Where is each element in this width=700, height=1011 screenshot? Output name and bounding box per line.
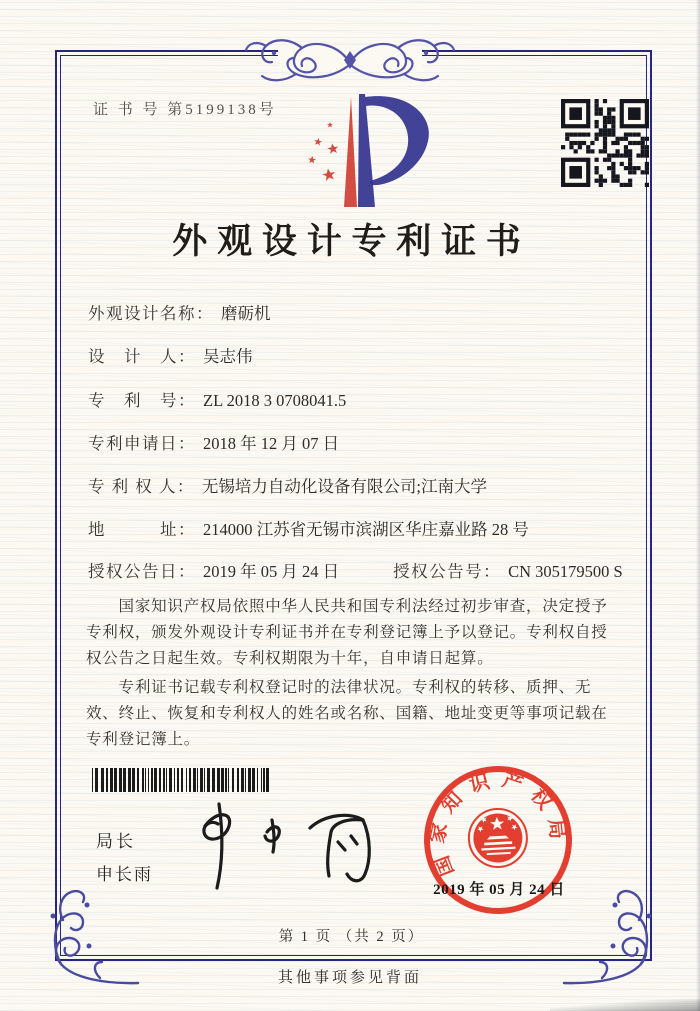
field-value: ZL 2018 3 0708041.5	[203, 391, 347, 410]
field-designer	[88, 343, 253, 367]
cnipa-logo	[282, 89, 440, 209]
back-side-note: 其他事项参见背面	[277, 970, 422, 986]
photo-bottom-edge	[550, 999, 700, 1011]
field-value: 无锡培力自动化设备有限公司;江南大学	[201, 477, 487, 496]
logo-p-bowl	[365, 96, 429, 185]
certificate-body-text	[86, 594, 616, 756]
director-signature	[175, 798, 400, 893]
logo-red-wedge	[344, 97, 357, 207]
field-label: 专 利 权 人：	[88, 477, 195, 496]
grant-no-value: CN 305179500 S	[508, 562, 623, 581]
field-label: 地 址：	[88, 520, 196, 539]
field-value: 磨砺机	[221, 304, 271, 323]
field-address	[88, 516, 529, 540]
page-indicator: 第 1 页 （共 2 页）	[278, 929, 425, 945]
field-grant-row	[88, 558, 623, 582]
field-value: 吴志伟	[203, 347, 253, 366]
grant-date-value: 2019 年 05 月 24 日	[203, 562, 340, 581]
logo-stars	[308, 122, 340, 181]
certificate-title: 外观设计专利证书	[172, 222, 531, 261]
field-label: 专利申请日：	[88, 434, 196, 453]
top-flourish-ornament	[240, 26, 460, 90]
corner-ornament-left	[42, 886, 142, 991]
field-label: 专 利 号：	[88, 391, 196, 410]
body-paragraph-1: 国家知识产权局依照中华人民共和国专利法经过初步审查，决定授予专利权，颁发外观设计专利证书并在专利登记簿上予以登记。专利权自授权公告之日起生效。专利权期限为十年，自申请日起算。	[86, 598, 608, 667]
signer-title: 局长	[96, 832, 136, 851]
grant-date-label: 授权公告日：	[88, 562, 196, 581]
national-emblem	[467, 808, 528, 869]
seal-ring-text: 国家知识产权局	[426, 768, 570, 880]
field-patentee	[88, 473, 487, 497]
logo-blue-bar	[358, 94, 375, 207]
field-value: 2018 年 12 月 07 日	[203, 434, 340, 453]
field-label: 设 计 人：	[88, 347, 196, 366]
field-value: 214000 江苏省无锡市滨湖区华庄嘉业路 28 号	[203, 520, 529, 539]
photo-right-edge	[696, 0, 700, 1011]
grant-no-label: 授权公告号：	[393, 562, 502, 581]
certificate-number: 证 书 号 第5199138号	[93, 102, 277, 118]
signer-name: 申长雨	[96, 865, 153, 884]
field-design-name	[88, 300, 271, 324]
qr-code	[561, 99, 649, 187]
field-filing-date	[88, 430, 339, 454]
seal-date: 2019 年 05 月 24 日	[433, 882, 565, 898]
barcode	[92, 768, 270, 792]
body-paragraph-2: 专利证书记载专利权登记时的法律状况。专利权的转移、质押、无效、终止、恢复和专利权人的姓名或名称、国籍、地址变更等事项记载在专利登记簿上。	[86, 679, 608, 748]
field-patent-number	[88, 387, 346, 411]
field-label: 外观设计名称：	[88, 304, 214, 323]
